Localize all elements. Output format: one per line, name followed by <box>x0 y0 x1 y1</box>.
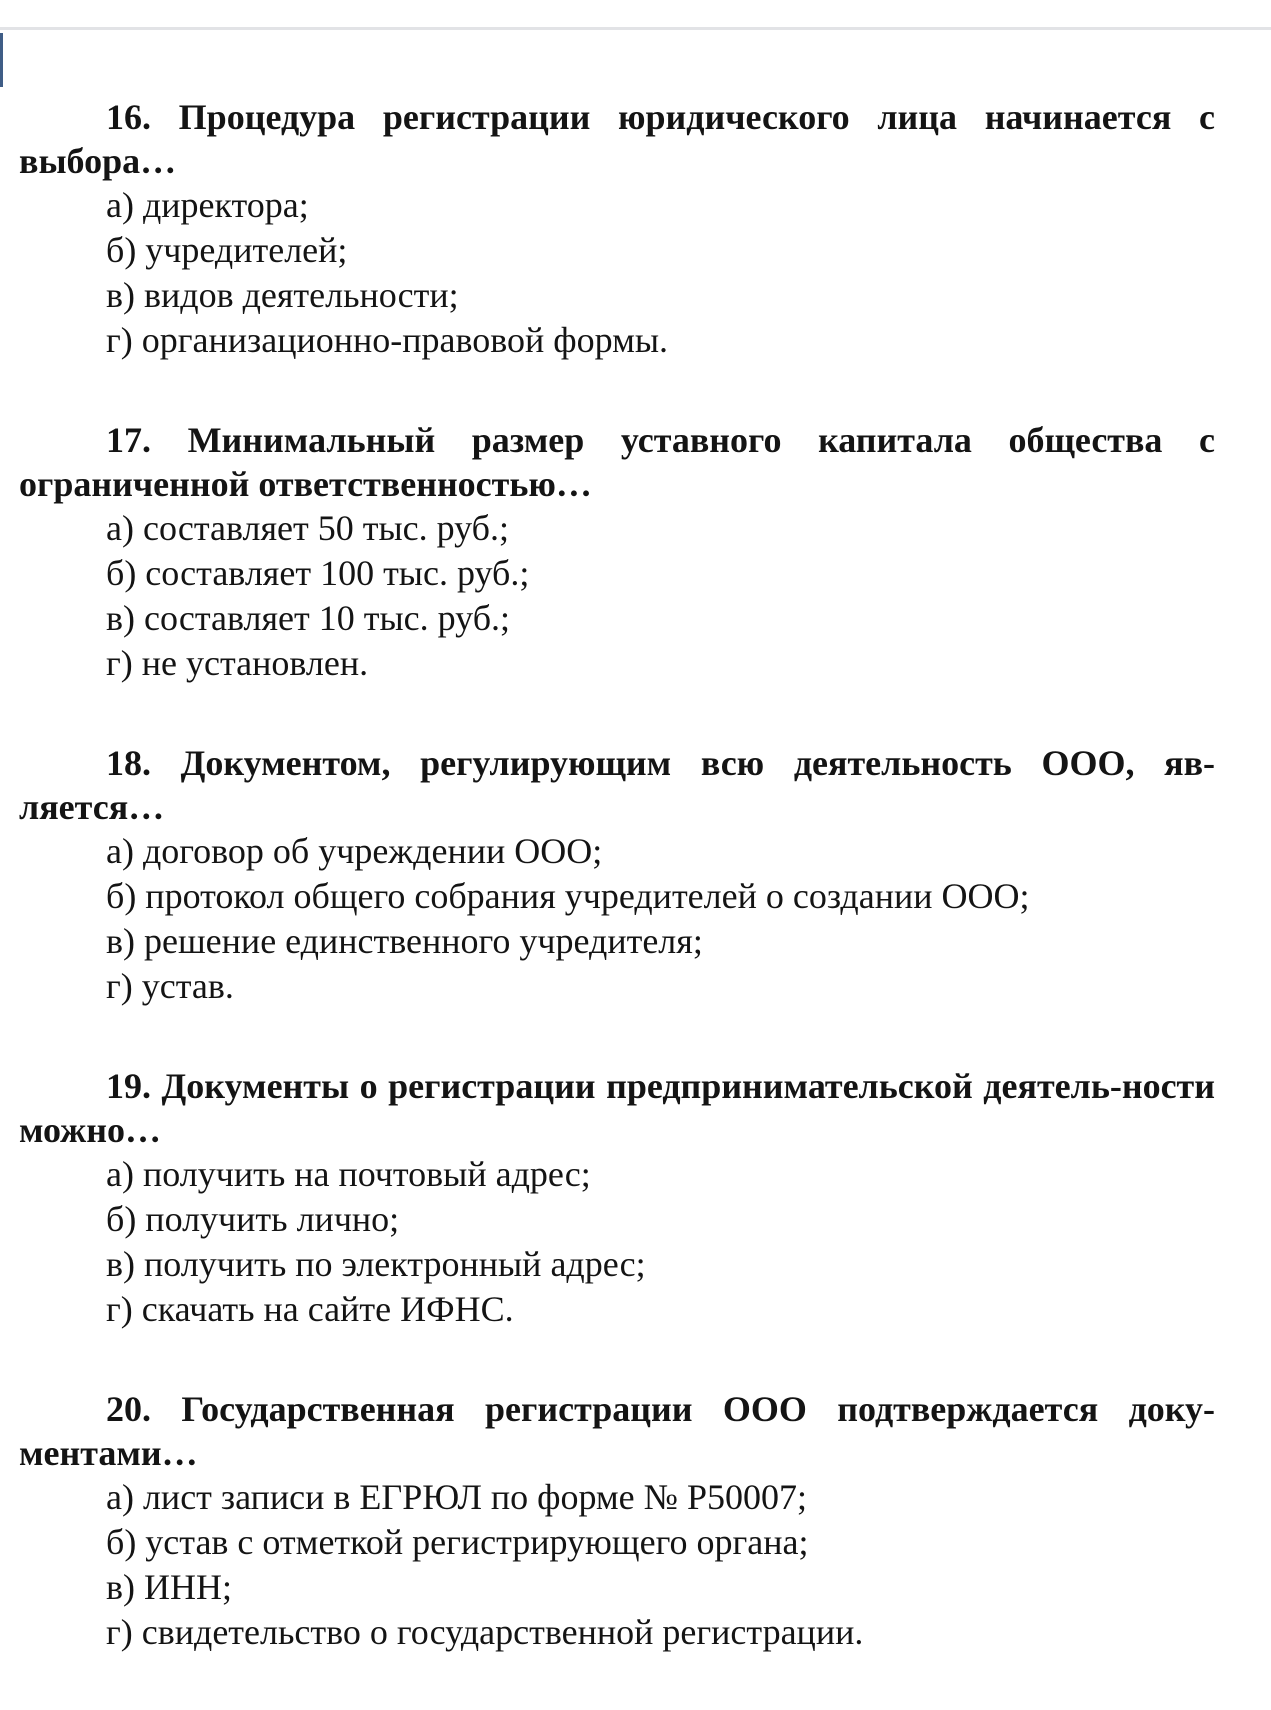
answer-option-v: в) решение единственного учредителя; <box>106 921 703 961</box>
question-20 <box>19 1387 1215 1655</box>
text-cursor-marker <box>0 33 3 87</box>
answer-option-v: в) получить по электронный адрес; <box>106 1244 646 1284</box>
question-text: 20. Государственная регистрации ООО подтверждается доку-ментами… <box>19 1389 1215 1473</box>
answer-option-g: г) скачать на сайте ИФНС. <box>106 1289 514 1329</box>
answer-option-g: г) организационно-правовой формы. <box>106 320 669 360</box>
answer-option-b: б) протокол общего собрания учредителей о создании ООО; <box>106 876 1030 916</box>
question-text: 16. Процедура регистрации юридического лица начинается с выбора… <box>19 97 1215 181</box>
question-19 <box>19 1064 1215 1332</box>
answer-option-g: г) свидетельство о государственной регистрации. <box>106 1612 864 1652</box>
question-17 <box>19 418 1215 686</box>
question-18 <box>19 741 1215 1009</box>
question-text: 17. Минимальный размер уставного капитала общества с ограниченной ответственностью… <box>19 420 1215 504</box>
answer-option-g: г) не установлен. <box>106 643 369 683</box>
answer-option-v: в) видов деятельности; <box>106 275 459 315</box>
answer-options <box>19 183 1215 363</box>
answer-option-b: б) устав с отметкой регистрирующего органа; <box>106 1522 809 1562</box>
top-divider <box>0 27 1271 30</box>
answer-option-a: а) директора; <box>106 185 309 225</box>
answer-option-a: а) получить на почтовый адрес; <box>106 1154 591 1194</box>
answer-option-v: в) составляет 10 тыс. руб.; <box>106 598 511 638</box>
answer-option-g: г) устав. <box>106 966 234 1006</box>
answer-option-a: а) составляет 50 тыс. руб.; <box>106 508 509 548</box>
answer-option-b: б) получить лично; <box>106 1199 400 1239</box>
answer-options <box>19 829 1215 1009</box>
answer-options <box>19 506 1215 686</box>
answer-option-b: б) составляет 100 тыс. руб.; <box>106 553 530 593</box>
answer-option-a: а) договор об учреждении ООО; <box>106 831 603 871</box>
answer-option-a: а) лист записи в ЕГРЮЛ по форме № Р50007; <box>106 1477 808 1517</box>
answer-option-v: в) ИНН; <box>106 1567 232 1607</box>
question-16 <box>19 95 1215 363</box>
answer-options <box>19 1152 1215 1332</box>
question-text: 18. Документом, регулирующим всю деятельность ООО, яв-ляется… <box>19 743 1215 827</box>
answer-option-b: б) учредителей; <box>106 230 348 270</box>
question-text: 19. Документы о регистрации предпринимательской деятель-ности можно… <box>19 1066 1215 1150</box>
test-questions-page <box>19 95 1215 1710</box>
answer-options <box>19 1475 1215 1655</box>
